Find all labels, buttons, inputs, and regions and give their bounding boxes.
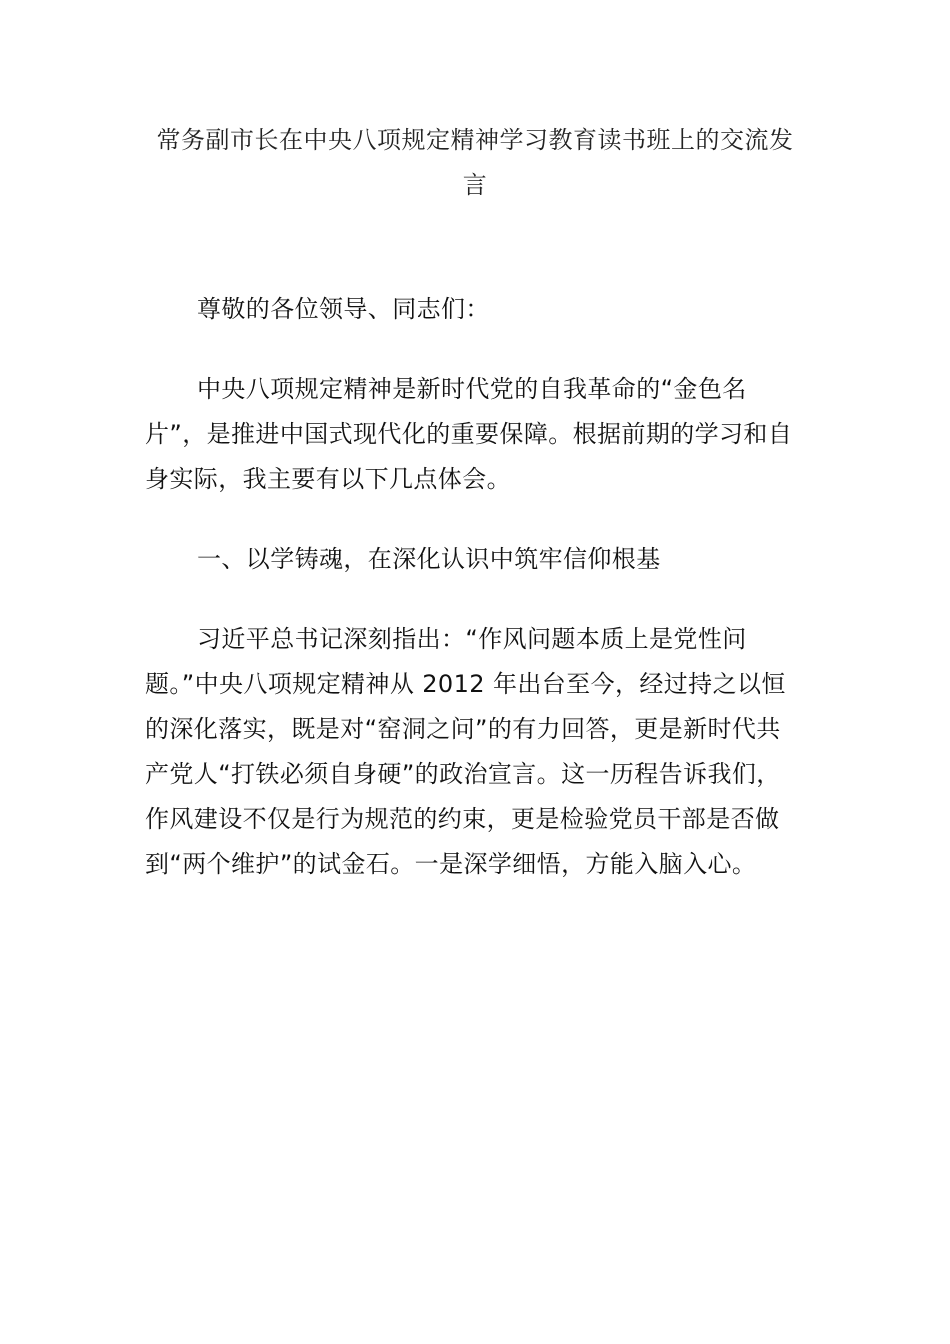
section-1-paragraph: 习近平总书记深刻指出：“作风问题本质上是党性问题。”中央八项规定精神从 2012 年出台至今，经过持之以恒的深化落实，既是对“窑洞之问”的有力回答，更是新时代共产党人“打铁必须自身硬”的政治宣言。这一历程告诉我们，作风建设不仅是行为规范的约束，更是检验党员干部是否做到“两个维护”的试金石。一是深学细悟，方能入脑入心。 xyxy=(145,625,786,878)
section-heading-1: 一、以学铸魂，在深化认识中筑牢信仰根基 xyxy=(197,545,661,573)
section-1-block xyxy=(145,617,805,887)
section-heading-block xyxy=(145,537,805,582)
document-title: 常务副市长在中央八项规定精神学习教育读书班上的交流发言 xyxy=(156,126,794,199)
intro-block xyxy=(145,367,805,502)
salutation-block xyxy=(145,287,805,332)
salutation: 尊敬的各位领导、同志们： xyxy=(197,295,490,323)
intro-paragraph: 中央八项规定精神是新时代党的自我革命的“金色名片”，是推进中国式现代化的重要保障。根据前期的学习和自身实际，我主要有以下几点体会。 xyxy=(145,375,793,493)
